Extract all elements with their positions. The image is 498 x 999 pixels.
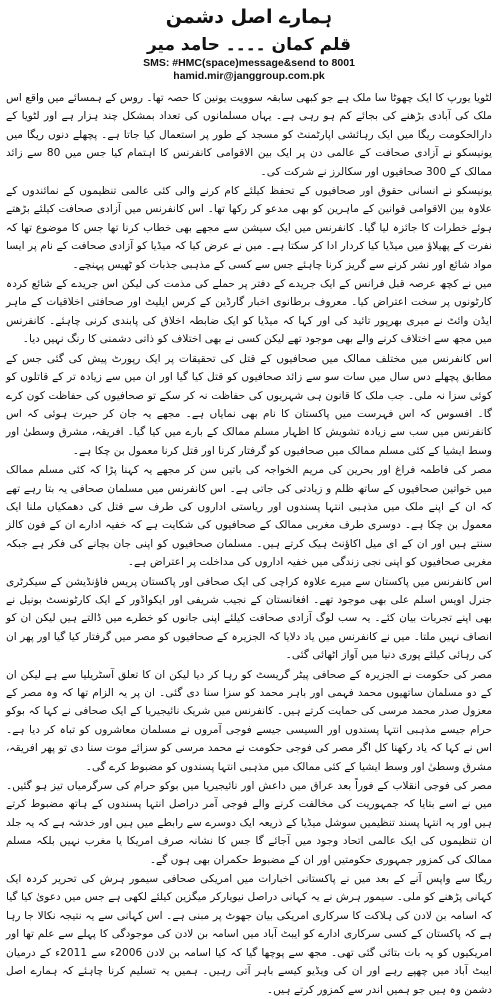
- paragraph-9: ریگا سے واپس آنے کے بعد میں نے پاکستانی اخبارات میں امریکی صحافی سیمور ہرش کی تحریر کردہ ایک کہانی پڑھنے کو ملی۔ سیمور ہرش نے یہ کہانی دراصل نیویارکر میگزین کیلئے لکھی ہے جس میں دعویٰ کیا گیا کہ اسامہ بن لادن کی ہلاکت کا سرکاری امریکی بیان جھوٹ پر مبنی ہے۔ اس کہانی سے یہ نتیجہ نکالا جا رہا ہے کہ پاکستان کے کسی سرکاری ادارے کو ایبٹ آباد میں اسامہ بن لادن کی موجودگی کا پہلے سے علم تھا اور امریکیوں کو یہ بات بتائی گئی تھی۔ مجھ سے پوچھا گیا کہ کیا اسامہ بن لادن 2006ء سے 2011ء کے درمیان ایبٹ آباد میں چھپے رہے اور ان کی ویڈیو کیسے باہر آتی رہیں۔ ہمیں یہ تسلیم کرنا چاہئے کہ ہمارے اصل دشمن وہ ہیں جو ہمیں اندر سے کمزور کرتے ہیں۔: [6, 873, 492, 996]
- email-line: hamid.mir@janggroup.com.pk: [173, 70, 325, 82]
- paragraph-5: مصر کی فاطمہ فراغ اور بحرین کی مریم الخواجہ کی باتیں سن کر مجھے یہ کہنا پڑا کہ کئی مسلم ممالک میں خواتین صحافیوں کے ساتھ ظلم و زیادتی کی جاتی ہے۔ اس کانفرنس میں مسلمان صحافی یہ بتا رہے تھے کہ ان کے اپنے ملک میں مذہبی انتہا پسندوں اور ریاستی اداروں کی طرف سے قتل کی دھمکیاں ملنا ایک معمول بن چکا ہے۔ دوسری طرف مغربی ممالک کے صحافیوں کی شکایت ہے کہ خفیہ ادارے ان کے فون کالز سنتے ہیں اور ان کے ای میل اکاؤنٹ ہیک کرتے ہیں۔ مسلمان صحافیوں کو اپنی جان بچانے کی فکر ہے جبکہ مغربی صحافیوں کو اپنی نجی زندگی میں خفیہ اداروں کی مداخلت پر اعتراض ہے۔: [6, 464, 492, 569]
- paragraph-8: مصر کی فوجی انقلاب کے فوراً بعد عراق میں داعش اور نائیجیریا میں بوکو حرام کی سرگرمیاں تیز ہو گئیں۔ میں نے اسے بتایا کہ جمہوریت کی مخالفت کرنے والے فوجی آمر دراصل انتہا پسندوں کے ہاتھ مضبوط کرتے ہیں اور یہ انتہا پسند تنظیمیں سوشل میڈیا کے ذریعہ ایک دوسرے سے رابطے میں ہیں اور خدشہ ہے کہ یہ جلد ان تنظیموں کی ایک عالمی اتحاد وجود میں آجائے گا جس کا نشانہ صرف امریکا یا مغرب نہیں بلکہ مسلم ممالک کی کمزور جمہوری حکومتیں اور ان کے مضبوط حکمران بھی ہوں گے۔: [6, 780, 492, 866]
- paragraph-1: لٹویا یورپ کا ایک چھوٹا سا ملک ہے جو کبھی سابقہ سوویت یونین کا حصہ تھا۔ روس کے ہمسائے میں واقع اس ملک کی آبادی بڑھنے کی بجائے کم ہو رہی ہے۔ یہاں مسلمانوں کی تعداد بمشکل چند ہزار ہے اور لٹویا کے دارالحکومت ریگا میں ایک رہائشی اپارٹمنٹ کو مسجد کے طور پر استعمال کیا جاتا ہے۔ پچھلے دنوں ریگا میں یونیسکو نے آزادی صحافت کے عالمی دن پر ایک بین الاقوامی کانفرنس کا اہتمام کیا جس میں 80 سے زائد ممالک کے 300 صحافیوں اور سکالرز نے شرکت کی۔: [6, 92, 492, 178]
- paragraph-2: یونیسکو نے انسانی حقوق اور صحافیوں کے تحفظ کیلئے کام کرنے والی کئی عالمی تنظیموں کے نمائندوں کے علاوہ بین الاقوامی قوانین کے ماہرین کو بھی مدعو کر رکھا تھا۔ اس کانفرنس میں آزادی صحافت کیلئے بڑھتے ہوئے خطرات کا جائزہ لیا گیا۔ کانفرنس میں ایک سیشن سے مجھے بھی خطاب کرنا تھا جس کا موضوع تھا کہ نفرت کے پھیلاؤ میں میڈیا کیا کردار ادا کر سکتا ہے۔ میں نے عرض کیا کہ میڈیا کو آزادی صحافت کے نام پر ایسا مواد شائع اور نشر کرنے سے گریز کرنا چاہئے جس سے کسی کے مذہبی جذبات کو ٹھیس پہنچے۔: [6, 185, 492, 271]
- article-body: [6, 89, 492, 999]
- column-byline: قلم کمان ۔۔۔۔ حامد میر: [146, 35, 352, 55]
- paragraph-3: میں نے کچھ عرصہ قبل فرانس کے ایک جریدے کے دفتر پر حملے کی مذمت کی لیکن اس جریدے کے شائع کردہ کارٹونوں پر سخت اعتراض کیا۔ معروف برطانوی اخبار گارڈین کے کرس ایلیٹ اور صحافتی اخلاقیات کے ماہر ایڈن وائٹ نے میری بھرپور تائید کی اور کہا کہ میڈیا کو ایک ضابطہ اخلاق کی پابندی کرنی چاہئے۔ کانفرنس میں مجھ سے اختلاف کرنے والے بھی موجود تھے لیکن کسی نے بھی اختلاف کو ذاتی دشمنی کا رنگ نہیں دیا۔: [6, 278, 492, 346]
- paragraph-6: اس کانفرنس میں پاکستان سے میرے علاوہ کراچی کی ایک صحافی اور پاکستان پریس فاؤنڈیشن کے سیکرٹری جنرل اویس اسلم علی بھی موجود تھے۔ افغانستان کے نجیب شریفی اور ایکواڈور کے ایک کارٹونسٹ بونیل نے بھی اپنے تجربات بیان کئے۔ یہ سب لوگ آزادی صحافت کیلئے اپنی جانوں کو خطرے میں ڈالتے ہیں لیکن ان کو انصاف نہیں ملتا۔ میں نے کانفرنس میں یاد دلایا کہ الجزیرہ کے صحافیوں کو مصر میں گرفتار کیا گیا اور پھر ان کی رہائی کیلئے پوری دنیا میں آواز اٹھائی گئی۔: [6, 575, 492, 662]
- sms-line: SMS: #HMC(space)message&send to 8001: [143, 57, 355, 69]
- paragraph-4: اس کانفرنس میں مختلف ممالک میں صحافیوں کے قتل کی تحقیقات پر ایک رپورٹ پیش کی گئی جس کے مطابق پچھلے دس سال میں سات سو سے زائد صحافیوں کو قتل کیا گیا اور ان میں سے زیادہ تر کے قاتلوں کو کوئی سزا نہ ملی۔ جب ملک کا قانون ہی شہریوں کی حفاظت نہ کر سکے تو صحافیوں کی حفاظت کون کرے گا۔ افسوس کہ اس فہرست میں پاکستان کا نام بھی نمایاں ہے۔ مجھے یہ جان کر حیرت ہوئی کہ اس کانفرنس میں سب سے زیادہ تشویش کا اظہار مسلم ممالک کے بارے میں کیا گیا۔ افریقہ، مشرق وسطیٰ اور وسط ایشیا کے کئی مسلم ممالک میں صحافیوں کو گرفتار کرنا اور قتل کرنا معمول بن چکا ہے۔: [6, 352, 492, 457]
- article-title: ہمارے اصل دشمن: [165, 6, 333, 28]
- paragraph-7: مصر کی حکومت نے الجزیرہ کے صحافی پیٹر گریسٹ کو رہا کر دیا لیکن ان کا تعلق آسٹریلیا سے ہے لیکن ان کے دو مسلمان ساتھیوں محمد فہمی اور باہر محمد کو سزا سنا دی گئی۔ ان پر یہ الزام تھا کہ وہ مصر کے معزول صدر محمد مرسی کی حمایت کرتے ہیں۔ کانفرنس میں شریک نائیجیریا کے ایک صحافی نے کہا کہ بوکو حرام جیسے مذہبی انتہا پسندوں اور السیسی جیسے فوجی آمروں نے مسلمان معاشروں کو تباہ کر دیا ہے۔ اس نے کہا کہ یاد رکھنا کل اگر مصر کی فوجی حکومت نے محمد مرسی کو سزائے موت سنا دی تو پھر افریقہ، مشرق وسطیٰ اور وسط ایشیا کے کئی ممالک میں مذہبی انتہا پسندوں کو مضبوط کرے گی۔: [6, 668, 492, 773]
